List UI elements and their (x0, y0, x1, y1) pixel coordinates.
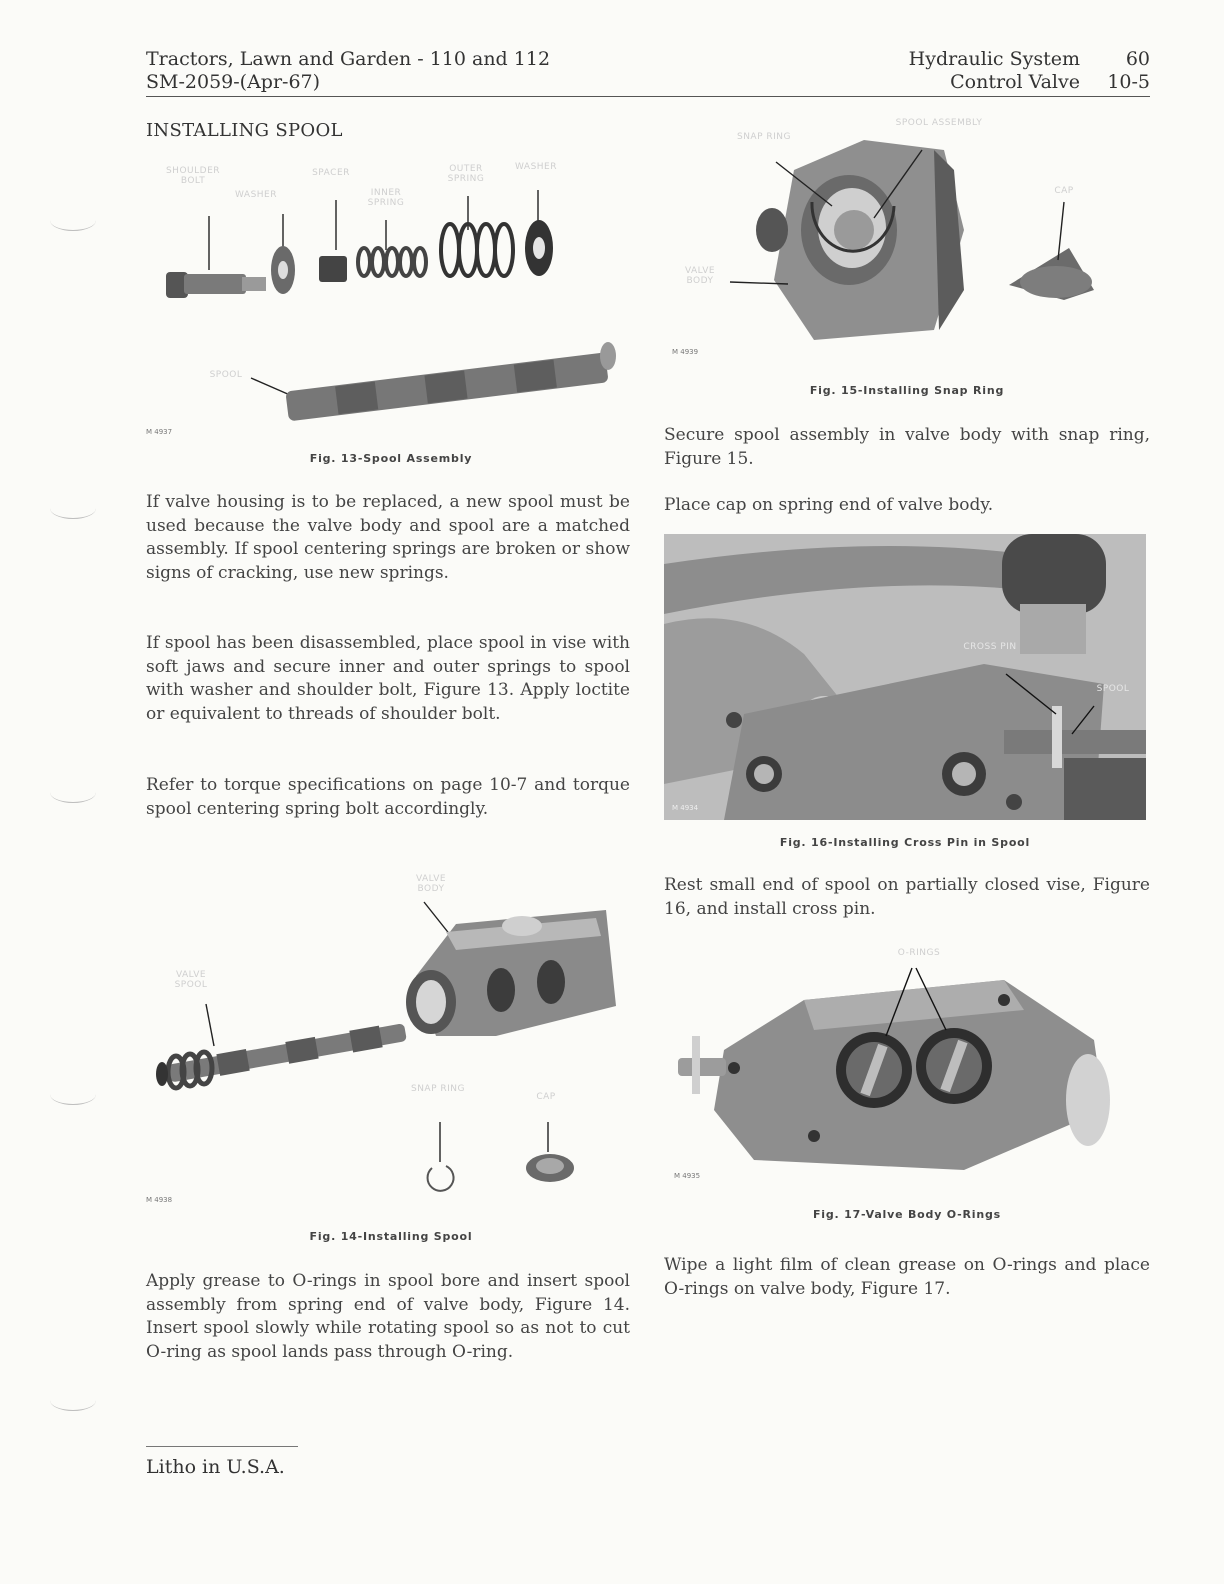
installing-spool-illustration (146, 866, 636, 1216)
label-shoulder-bolt: SHOULDER BOLT (165, 166, 221, 186)
installing-snap-ring-illustration (664, 110, 1150, 380)
paragraph-disassembled-spool: If spool has been disassembled, place spool in vise with soft jaws and secure inner and outer springs to spool with washer and shoulder bolt, Figure 13. Apply loctite or equivalent to threads of shoulder bolt. (146, 633, 630, 724)
label-snap-ring: SNAP RING (736, 132, 791, 142)
paragraph-replace-housing: If valve housing is to be replaced, a new spool must be used because the valve body and spool are a matched assembly. If spool centering springs are broken or show signs of cracking, use new springs. (146, 492, 630, 583)
spool-assembly-illustration (146, 150, 636, 470)
header-left-line2: SM-2059-(Apr-67) (146, 71, 321, 93)
figure-16-number: M 4934 (672, 804, 699, 812)
paragraph-place-cap: Place cap on spring end of valve body. (664, 495, 994, 515)
paragraph-torque-spec: Refer to torque specifications on page 10-7 and torque spool centering spring bolt accordingly. (146, 775, 630, 819)
label-washer-1: WASHER (235, 190, 277, 200)
figure-14 (146, 866, 636, 1216)
label-spacer: SPACER (312, 168, 350, 178)
label-valve-body: VALVE BODY (684, 266, 716, 286)
label-spool-assembly: SPOOL ASSEMBLY (895, 118, 983, 128)
label-cross-pin: CROSS PIN (963, 642, 1017, 652)
label-snap-ring: SNAP RING (410, 1084, 465, 1094)
label-spool: SPOOL (1096, 684, 1130, 694)
valve-body-o-rings-illustration (664, 940, 1150, 1190)
punch-hole-mark (50, 1084, 96, 1105)
figure-15 (664, 110, 1150, 380)
figure-16-caption: Fig. 16-Installing Cross Pin in Spool (779, 836, 1031, 849)
page-number: 60 (1125, 48, 1150, 70)
figure-17-caption: Fig. 17-Valve Body O-Rings (812, 1208, 1002, 1221)
label-o-rings: O-RINGS (897, 948, 941, 958)
section-number: 10-5 (1107, 71, 1150, 93)
label-washer-2: WASHER (515, 162, 557, 172)
figure-14-number: M 4938 (146, 1196, 173, 1204)
paragraph-apply-grease: Apply grease to O-rings in spool bore and insert spool assembly from spring end of valve body, Figure 14. Insert spool slowly while rotating spool so as not to cut O-ring as spool lands pass through O-ring. (146, 1271, 630, 1362)
figure-17-number: M 4935 (674, 1172, 701, 1180)
label-cap: CAP (536, 1092, 556, 1102)
figure-15-caption: Fig. 15-Installing Snap Ring (809, 384, 1005, 397)
paragraph-wipe-grease: Wipe a light film of clean grease on O-rings and place O-rings on valve body, Figure 17. (664, 1255, 1150, 1299)
figure-13 (146, 150, 636, 470)
label-valve-body: VALVE BODY (415, 874, 447, 894)
header-section-subtitle: Control Valve (950, 71, 1080, 93)
label-outer-spring: OUTER SPRING (447, 164, 485, 184)
punch-hole-mark (50, 210, 96, 231)
label-valve-spool: VALVE SPOOL (174, 970, 208, 990)
footer-rule (146, 1446, 298, 1447)
label-cap: CAP (1054, 186, 1074, 196)
figure-16 (664, 534, 1146, 820)
figure-15-number: M 4939 (672, 348, 699, 356)
installing-cross-pin-photo (664, 534, 1146, 820)
header-rule (146, 96, 1150, 97)
punch-hole-mark (50, 1390, 96, 1411)
footer-litho: Litho in U.S.A. (146, 1456, 285, 1478)
punch-hole-mark (50, 498, 96, 519)
label-spool: SPOOL (209, 370, 243, 380)
header-left-line1: Tractors, Lawn and Garden - 110 and 112 (146, 48, 551, 70)
figure-13-number: M 4937 (146, 428, 173, 436)
label-inner-spring: INNER SPRING (367, 188, 405, 208)
paragraph-secure-spool: Secure spool assembly in valve body with snap ring, Figure 15. (664, 425, 1150, 469)
paragraph-rest-spool: Rest small end of spool on partially closed vise, Figure 16, and install cross pin. (664, 875, 1150, 919)
section-heading: INSTALLING SPOOL (146, 120, 343, 141)
header-section-title: Hydraulic System (908, 48, 1080, 70)
figure-14-caption: Fig. 14-Installing Spool (309, 1230, 473, 1243)
punch-hole-mark (50, 782, 96, 803)
figure-17 (664, 940, 1150, 1190)
figure-13-caption: Fig. 13-Spool Assembly (309, 452, 473, 465)
